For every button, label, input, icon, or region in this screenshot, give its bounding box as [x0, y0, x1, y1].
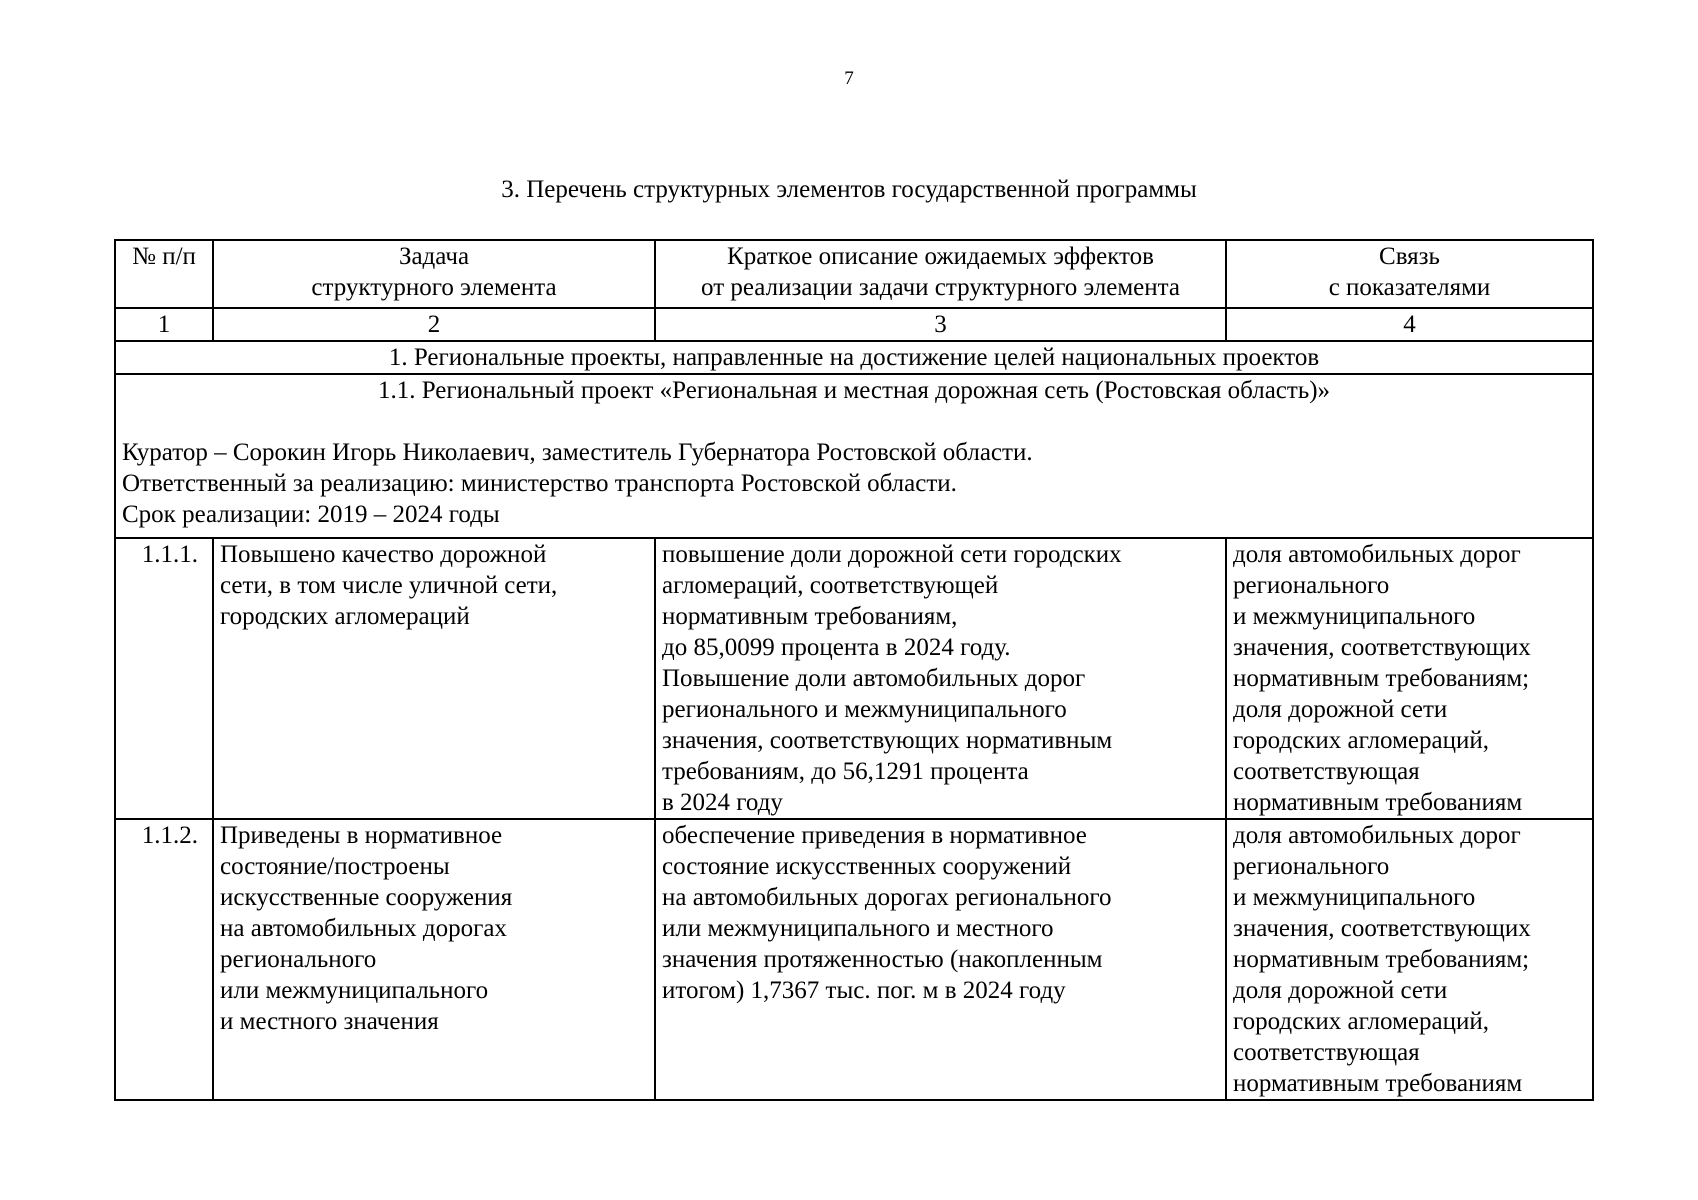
link-line: доля автомобильных дорог: [1233, 822, 1521, 849]
task-line: искусственные сооружения: [220, 884, 513, 911]
column-number: 3: [655, 308, 1226, 341]
table-row: [115, 819, 1593, 1100]
link-line: нормативным требованиям;: [1233, 665, 1530, 692]
link-line: нормативным требованиям;: [1233, 946, 1530, 973]
project-responsible: Ответственный за реализацию: министерство транспорта Ростовской области.: [122, 470, 957, 497]
header-cell-task: [213, 240, 655, 308]
effects-line: обеспечение приведения в нормативное: [662, 822, 1087, 849]
row-effects: [655, 819, 1226, 1100]
structural-elements-table: [114, 239, 1594, 1101]
effects-line: повышение доли дорожной сети городских: [662, 541, 1122, 568]
link-line: нормативным требованиям: [1233, 789, 1523, 816]
link-line: и межмуниципального: [1233, 603, 1476, 630]
header-text: с показателями: [1328, 274, 1491, 301]
effects-line: значения протяженностью (накопленным: [662, 946, 1103, 973]
task-line: Повышено качество дорожной: [220, 541, 547, 568]
task-line: или межмуниципального: [220, 977, 489, 1004]
header-text: от реализации задачи структурного элемента: [701, 274, 1180, 301]
task-line: городских агломераций: [220, 603, 470, 630]
effects-line: или межмуниципального и местного: [662, 915, 1054, 942]
task-line: сети, в том числе уличной сети,: [220, 572, 558, 599]
header-cell-number: [115, 240, 213, 308]
row-task: [213, 538, 655, 819]
row-number: 1.1.1.: [115, 538, 213, 819]
link-line: городских агломераций,: [1233, 727, 1489, 754]
effects-line: итогом) 1,7367 тыс. пог. м в 2024 году: [662, 977, 1066, 1004]
link-line: доля дорожной сети: [1233, 977, 1448, 1004]
section-heading-row: [115, 341, 1593, 374]
link-line: соответствующая: [1233, 1039, 1420, 1066]
header-text: Задача: [398, 243, 470, 270]
table-header-row: [115, 240, 1593, 308]
section-title: 3. Перечень структурных элементов государственной программы: [501, 176, 1197, 203]
column-number: 1: [115, 308, 213, 341]
row-link: [1226, 819, 1593, 1100]
link-line: регионального: [1233, 572, 1390, 599]
link-line: значения, соответствующих: [1233, 915, 1531, 942]
header-cell-link: [1226, 240, 1593, 308]
project-row: [115, 374, 1593, 538]
task-line: состояние/построены: [220, 853, 450, 880]
header-text: Связь: [1379, 243, 1440, 270]
task-line: и местного значения: [220, 1008, 439, 1035]
header-cell-effects: [655, 240, 1226, 308]
row-task: [213, 819, 655, 1100]
link-line: городских агломераций,: [1233, 1008, 1489, 1035]
section-heading: 1. Региональные проекты, направленные на достижение целей национальных проектов: [115, 341, 1593, 374]
link-line: доля дорожной сети: [1233, 696, 1448, 723]
link-line: доля автомобильных дорог: [1233, 541, 1521, 568]
link-line: и межмуниципального: [1233, 884, 1476, 911]
column-number: 4: [1226, 308, 1593, 341]
effects-line: до 85,0099 процента в 2024 году.: [662, 634, 1011, 661]
effects-line: нормативным требованиям,: [662, 603, 958, 630]
link-line: соответствующая: [1233, 758, 1420, 785]
effects-line: агломераций, соответствующей: [662, 572, 999, 599]
project-curator: Куратор – Сорокин Игорь Николаевич, заместитель Губернатора Ростовской области.: [122, 439, 1033, 466]
effects-line: значения, соответствующих нормативным: [662, 727, 1113, 754]
page-number: 7: [844, 68, 854, 89]
task-line: на автомобильных дорогах: [220, 915, 507, 942]
header-text: Краткое описание ожидаемых эффектов: [727, 243, 1154, 270]
link-line: значения, соответствующих: [1233, 634, 1531, 661]
link-line: нормативным требованиям: [1233, 1070, 1523, 1097]
link-line: регионального: [1233, 853, 1390, 880]
effects-line: требованиям, до 56,1291 процента: [662, 758, 1029, 785]
table-row: [115, 538, 1593, 819]
project-term: Срок реализации: 2019 – 2024 годы: [122, 501, 500, 528]
project-title: 1.1. Региональный проект «Региональная и местная дорожная сеть (Ростовская область)»: [377, 377, 1331, 404]
task-line: Приведены в нормативное: [220, 822, 503, 849]
row-link: [1226, 538, 1593, 819]
header-text: структурного элемента: [311, 274, 557, 301]
project-cell: [115, 374, 1593, 538]
column-number: 2: [213, 308, 655, 341]
row-number: 1.1.2.: [115, 819, 213, 1100]
column-number-row: [115, 308, 1593, 341]
effects-line: в 2024 году: [662, 789, 783, 816]
effects-line: регионального и межмуниципального: [662, 696, 1067, 723]
effects-line: Повышение доли автомобильных дорог: [662, 665, 1086, 692]
effects-line: на автомобильных дорогах регионального: [662, 884, 1112, 911]
task-line: регионального: [220, 946, 377, 973]
row-effects: [655, 538, 1226, 819]
effects-line: состояние искусственных сооружений: [662, 853, 1072, 880]
header-text: № п/п: [132, 243, 196, 270]
